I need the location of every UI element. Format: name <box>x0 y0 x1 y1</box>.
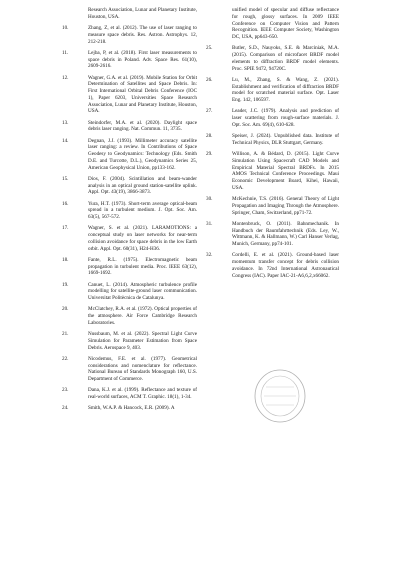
reference-entry <box>62 306 197 326</box>
reference-text: Smith, W.A.P. & Hancock, E.R. (2009). A <box>88 405 175 412</box>
reference-entry <box>62 225 197 252</box>
reference-text: Dios, F. (2004). Scintillation and beam-wander analysis in an optical ground station-satellite uplink. Appl. Opt. 43(19), 3866-3873. <box>88 175 197 196</box>
references-left-column <box>62 7 197 417</box>
reference-text: Fante, R.L. (1975). Electromagnetic beam propagation in turbulent media. Proc. IEEE 63(12), 1669-1692. <box>88 256 197 277</box>
reference-number: 10. <box>62 25 69 31</box>
reference-entry <box>62 356 197 383</box>
reference-text: Montenbruck, O. (2011). Bahnmechanik. In Handbuch der Raumfahrttechnik (Eds. Ley, W., Wittmann, K. & Hallmann, W.) Carl Hanser Verlag, Munich, Germany, pp74-101. <box>232 220 339 247</box>
reference-number: 19. <box>62 281 69 288</box>
reference-entry <box>206 196 339 216</box>
reference-entry <box>62 387 197 401</box>
library-stamp <box>252 367 308 425</box>
reference-number: 27. <box>206 108 213 115</box>
reference-text: Steindorfer, M.A. et al. (2020). Daylight space debris laser ranging. Nat. Commun. 11, 3735. <box>88 119 197 133</box>
reference-number: 15. <box>62 175 69 182</box>
reference-number: 18. <box>62 256 69 263</box>
reference-entry <box>62 75 197 116</box>
reference-list-right <box>206 45 339 279</box>
reference-list-left <box>62 25 197 412</box>
reference-number: 26. <box>206 76 213 83</box>
reference-text: McClatchey, R.A. et al. (1972). Optical properties of the atmosphere. Air Force Cambridge Research Laboratories. <box>88 306 197 326</box>
reference-number: 21. <box>62 331 69 337</box>
reference-number: 20. <box>62 306 69 313</box>
reference-continuation: unified model of specular and diffuse reflectance for rough, glossy surfaces. In 2009 IEEE Conference on Computer Vision and Pattern Recognition. IEEE Computer Society, Washington DC, USA, pp643-650. <box>232 7 339 40</box>
reference-text: McKechnie, T.S. (2016). General Theory of Light Propagation and Imaging Through the Atmosphere. Springer, Cham, Switzerland, pp71-72. <box>232 196 339 216</box>
reference-number: 28. <box>206 133 213 139</box>
reference-text: Nicodemus, F.E. et al. (1977). Geometrical considerations and nomenclature for reflectance. National Bureau of Standards Monograph 160, U.S. Department of Commerce. <box>88 355 197 382</box>
reference-entry <box>206 151 339 192</box>
reference-number: 24. <box>62 405 69 412</box>
reference-entry <box>62 176 197 196</box>
reference-text: Leader, J.C. (1979). Analysis and prediction of laser scattering from rough-surface materials. J. Opt. Soc. Am. 69(4), 610-628. <box>232 108 339 128</box>
reference-entry <box>206 108 339 128</box>
reference-entry <box>62 25 197 45</box>
reference-number: 31. <box>206 220 213 227</box>
reference-number: 23. <box>62 387 69 394</box>
reference-number: 13. <box>62 119 69 126</box>
reference-entry <box>206 45 339 72</box>
reference-entry <box>206 133 339 147</box>
reference-entry <box>206 252 339 279</box>
reference-entry <box>62 282 197 302</box>
reference-number: 11. <box>62 49 69 56</box>
reference-text: Butler, S.D., Nauyoks, S.E. & Marciniak, M.A. (2015). Comparison of microfacet BRDF model elements to diffraction BRDF model elements. Proc. SPIE 9472, 94720C. <box>232 45 339 72</box>
reference-number: 29. <box>206 151 213 157</box>
reference-text: Dana, K.J. et al. (1999). Reflectance and texture of real-world surfaces, ACM T. Graphic. 18(1), 1-34. <box>88 387 197 400</box>
reference-text: Yura, H.T. (1973). Short-term average optical-beam spread in a turbulent medium. J. Opt. Soc. Am. 63(5), 567-572. <box>88 200 197 220</box>
reference-number: 12. <box>62 74 69 81</box>
reference-entry <box>62 257 197 277</box>
reference-number: 25. <box>206 45 213 52</box>
reference-text: Speiser, J. (2024). Unpublished data. Institute of Technical Physics, DLR Stuttgart, Germany. <box>232 133 339 146</box>
reference-number: 16. <box>62 200 69 207</box>
reference-number: 32. <box>206 252 213 259</box>
reference-entry <box>62 331 197 351</box>
reference-entry <box>206 221 339 248</box>
reference-continuation: Research Association, Lunar and Planetary Institute, Houston, USA. <box>88 7 197 20</box>
reference-entry <box>62 50 197 70</box>
reference-text: Nussbaum, M. et al. (2022). Spectral Light Curve Simulation for Parameter Estimation from Space Debris. Aerospace 9, 403. <box>88 331 197 351</box>
reference-text: Zhang, Z, et al. (2012). The use of laser ranging to measure space debris. Res. Astron. Astrophys. 12, 212-218. <box>88 25 197 45</box>
reference-text: Willison, A. & Bédard, D. (2015). Light Curve Simulation Using Spacecraft CAD Models and Empirical Material Spectral BRDFs. In 2015 AMOS Technical Conference Proceedings. Maui Economic Development Board, Kihei, Hawaii, USA. <box>232 151 339 191</box>
reference-text: Canuet, L. (2014). Atmospheric turbulence profile modelling for satellite-ground laser communication. Universitat Politècnica de Catalunya. <box>88 281 197 301</box>
reference-number: 14. <box>62 137 69 144</box>
reference-text: Wagner, G.A. et al. (2019). Mobile Station for Orbit Determination of Satellites and Space Debris. In: First International Orbital Debris Conference (IOC 1), Paper 6203, Universities Space Research Association, Lunar and Planetary Institute, Houston, USA. <box>88 74 197 115</box>
reference-number: 22. <box>62 355 69 362</box>
reference-text: Lu, M., Zhang, S. & Wang, Z. (2021). Establishment and verification of diffraction BRDF model for scratched material surface. Opt. Laser Eng. 142, 106597. <box>232 76 339 103</box>
reference-text: Degnan, J.J. (1993). Millimeter accuracy satellite laser ranging: a review. In Contributions of Space Geodesy to Geodynamics: Technology (Eds. Smith D.E. and Turcotte, D.L.), Geodynamics Series 25, American Geophysical Union, pp133-162. <box>88 137 197 171</box>
reference-text: Wagner, S. et al. (2021). LARAMOTIONS: a conceptual study on laser networks for near-term collision avoidance for space debris in the low Earth orbit. Appl. Opt. 60(31), H24-H36. <box>88 225 197 252</box>
reference-text: Lejba, P, et al. (2018). First laser measurements to space debris in Poland. Adv. Space Res. 61(10), 2609-2616. <box>88 49 197 70</box>
reference-number: 17. <box>62 225 69 232</box>
references-right-column <box>206 7 339 284</box>
reference-entry <box>62 138 197 172</box>
reference-entry <box>62 120 197 134</box>
reference-entry <box>206 77 339 104</box>
reference-entry <box>62 201 197 221</box>
reference-entry <box>62 405 197 412</box>
reference-number: 30. <box>206 196 213 202</box>
reference-text: Cordelli, E. et al. (2021). Ground-based laser momentum transfer concept for debris collision avoidance. In 72nd International Astronautical Congress (IAC). Paper IAC-21-A6,6,2,x66062. <box>232 252 339 279</box>
